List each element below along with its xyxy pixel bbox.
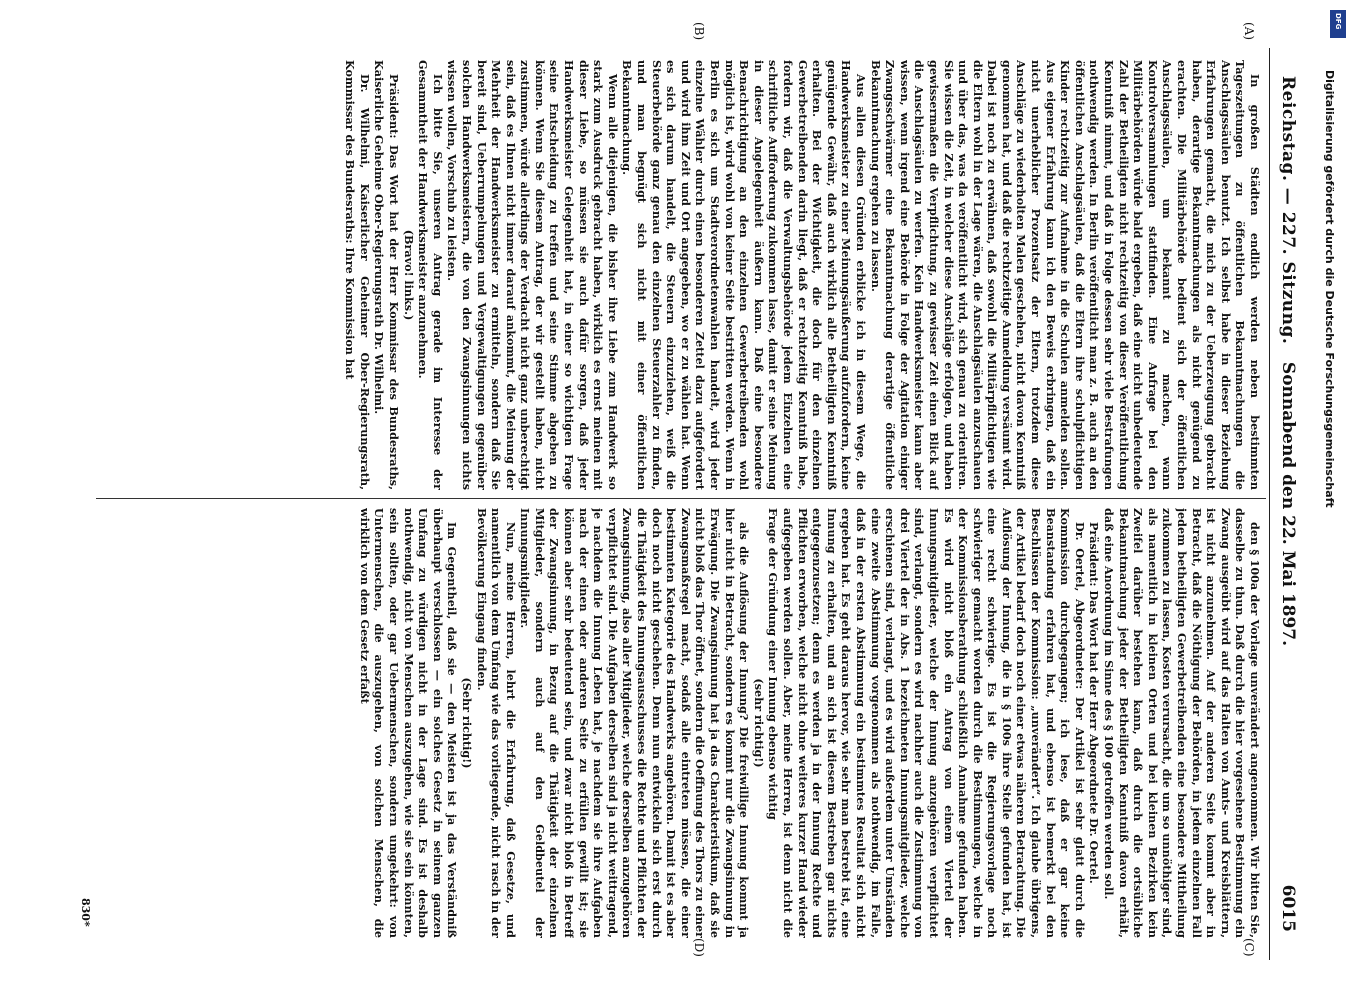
paragraph: Wenn alle diejenigen, die bisher ihre Liebe zum Handwerk so stark zum Ausdruck gebracht haben, wirklich es ernst meinen mit dieser Liebe, so müssen sie auch dafür sorgen, daß jeder Handwerksmeister Gelegenheit hat, in einer so wichtigen Frage seine Entscheidung zu treffen und seine Stimme abgeben zu können. Wenn Sie diesem Antrag, der wir gestellt haben, nicht zustimmen, würde allerdings der Verdacht nicht ganz unberechtigt sein, daß es Ihnen nicht immer darauf ankommt, die Meinung der Mehrheit der Handwerksmeister zu ermitteln, sondern daß Sie bereit sind, Ueberrumpelungen und Vergewaltigungen gegenüber solchen Handwerksmeistern, die von den Zwangsinnungen nichts wissen wollen, Vorschub zu leisten. (445, 60, 620, 490)
right-column (112, 508, 1262, 938)
page-header (1269, 48, 1306, 960)
document-page (50, 22, 1306, 960)
page-number: 6015 (1278, 884, 1298, 932)
paragraph: (Bravo! links.) (401, 229, 416, 321)
digitization-note-text: Digitalisierung gefördert durch die Deutsche Forschungsgemeinschaft (1323, 70, 1336, 508)
paragraph: Dr. Oertel, Abgeordneter: Der Artikel ist sehr glatt durch die Kommission durchgegangen; ich lese, daß er gar keine Beanstandung erfahren hat, und ebenso ist bemerkt bei den Beschlüssen der Kommission: „unverändert“. Ich glaube übrigens, der Artikel bedarf doch noch einer etwas näheren Betrachtung. Die Auflösung der Innung, die in § 100s ihre Stelle gefunden hat, ist eine recht schwierige. Es ist die Regierungsvorlage noch schwieriger gemacht worden durch die Bestimmungen, welche in der Kommissionsberathung schließlich Annahme gefunden haben. Es wird nicht bloß ein Antrag von einem Viertel der Innungsmitglieder, welche der Innung anzugehören verpflichtet sind, verlangt, sondern es wird nachher auch die Zustimmung von drei Viertel der in Abs. 1 bezeichneten Innungsmitglieder, welche erschienen sind, verlangt, und es wird außerdem unter Umständen eine zweite Abstimmung vorgenommen als nothwendig, im Falle, daß in der ersten Abstimmung ein bestimmtes Resultat sich nicht ergeben hat. Es geht daraus hervor, wie sehr man bestrebt ist, eine Innung zu erhalten, und an sich ist diesem Bestreben gar nichts entgegenzusetzen; denn es werden ja in der Innung Rechte und Pflichten erworben, welche nicht ohne weiteres kurzer Hand wieder aufgegeben werden sollen. Aber, meine Herren, ist denn nicht die Frage der Gründung einer Innung ebenso wichtig (766, 508, 1087, 938)
margin-marker-b: (B) (692, 22, 706, 41)
margin-marker-d: (D) (692, 938, 706, 957)
margin-marker-c: (C) (1242, 938, 1256, 957)
header-date: Sonnabend den 22. Mai 1897. (1278, 361, 1298, 647)
dfg-logo: DFG (1330, 10, 1346, 38)
paragraph: (Sehr richtig!) (459, 677, 474, 769)
paragraph: den § 100a der Vorlage unverändert angenommen. Wir bitten Sie, dasselbe zu thun. Daß durch die hier vorgesehene Bestimmung ein Zwang ausgeübt wird auf das Halten von Amts- und Kreisblättern, ist nicht anzunehmen. Auf der anderen Seite kommt aber in Betracht, daß die Nöthigung der Behörden, in jedem einzelnen Fall jedem betheiligten Gewerbetreibenden eine besondere Mittheilung zukommen zu lassen, Kosten verursacht, die um so unnöthiger sind, als namentlich in kleinen Orten und bei kleinen Bezirken kein Zweifel darüber bestehen kann, daß durch die ortsübliche Bekanntmachung jeder der Betheiligten Kenntniß davon erhält, daß eine Anordnung im Sinne des § 100 getroffen werden soll. (1102, 508, 1262, 938)
paragraph: Aus allen diesen Gründen erblicke ich in diesem Wege, die Handwerksmeister zu einer Meinungsäußerung aufzufordern, keine genügende Gewähr, daß auch wirklich alle Betheiligten Kenntniß erhalten. Bei der Wichtigkeit, die doch für den einzelnen Gewerbetreibenden darin liegt, daß er rechtzeitig Kenntniß habe, fordern wir, daß die Verwaltungsbehörde jedem Einzelnen eine schriftliche Aufforderung zukommen lasse, damit er seine Meinung in dieser Angelegenheit äußern kann. Daß eine besondere Benachrichtigung an den einzelnen Gewerbetreibenden wohl möglich ist, wird wohl von keiner Seite bestritten werden. Wenn in Berlin es sich um Stadtverordnetenwahlen handelt, wird jeder einzelne Wähler durch einen besonderen Zettel dazu aufgefordert und wird ihm Zeit und Ort angegeben, wo er zu wählen hat. Wenn es sich darum handelt, die Steuern einzuziehen, weiß die Steuerbehörde ganz genau den einzelnen Steuerzahler zu finden, und man begnügt sich nicht mit einer öffentlichen Bekanntmachung. (620, 60, 868, 490)
margin-marker-a: (A) (1242, 22, 1256, 41)
paragraph: Im Gegentheil, daß sie — den Meisten ist ja das Verständniß überhaupt verschlossen — ein solches Gesetz in seinem ganzen Umfang zu würdigen nicht in der Lage sind. Es ist deshalb nothwendig, nicht von Menschen auszugehen, wie sie sein könnten, sein sollten, oder gar Uebermenschen, sondern umgekehrt: von Untermenschen, die auszugehen, von solchen Menschen, die wirklich von dem Gesetz erfaßt (357, 508, 460, 938)
paragraph: Dr. Wilhelmi, Kaiserlicher Geheimer Ober-Regierungsrath, Kommissar des Bundesraths: Ihre Kommission hat (343, 60, 372, 490)
paragraph: In großen Städten endlich werden neben bestimmten Tageszeitungen zu öffentlichen Bekanntmachungen die Anschlagssäulen benutzt. Ich selbst habe in dieser Beziehung Erfahrungen gemacht, die mich zu der Ueberzeugung gebracht haben, derartige Bekanntmachungen als nicht genügend zu erachten. Die Militärbehörde bedient sich der öffentlichen Anschlagssäulen, um bekannt zu machen, wann Kontrolversammlungen stattfinden. Eine Anfrage bei den Militärbehörden würde bald ergeben, daß eine nicht unbedeutende Zahl der Betheiligten nicht rechtzeitig von dieser Veröffentlichung Kenntniß nimmt, und daß in Folge dessen sehr viele Bestrafungen nothwendig werden. In Berlin veröffentlicht man z. B. auch an den öffentlichen Anschlagsäulen, daß die Eltern ihre schulpflichtigen Kinder rechtzeitig zur Aufnahme in die Schulen anmelden sollen. Aus eigener Erfahrung kann ich den Beweis erbringen, daß ein nicht unerheblicher Prozentsatz der Eltern, trotzdem diese Anschläge zu wiederholten Malen geschehen, nicht davon Kenntniß genommen hat, und daß die rechtzeitige Anmeldung versäumt wird. Dabei ist noch zu erwähnen, daß sowohl die Militärpflichtigen wie die Eltern wohl in der Lage wären, die Anschlagsäulen anzuschauen und über das, was da veröffentlicht wird, sich genau zu orientiren. Sie wissen die Zeit, in welcher diese Anschläge erfolgen, und haben gewissermaßen die Verpflichtung, zu gewisser Zeit einen Blick auf die Anschlagsäulen zu werfen. Kein Handwerksmeister kann aber wissen, wenn irgend eine Behörde in Folge der Agitation einiger Zwangsschwärmer eine Bekanntmachung derartige öffentliche Bekanntmachung ergehen zu lassen. (868, 60, 1262, 490)
column-divider (96, 498, 1266, 499)
footer-number: 830* (79, 898, 92, 927)
paragraph: (sehr richtig!) (751, 678, 766, 768)
paragraph: als die Auflösung der Innung? Die freiwillige Innung kommt ja hier nicht in Betracht, sondern es kommt nur die Zwangsinnung in Erwägung. Die Zwangsinnung hat ja das Charakteristikum, daß sie nicht bloß das Thor öffnet, sondern die Oeffnung des Thors zu einer Zwangsmaßregel macht, sodaß alle eintreten müssen, die einer bestimmten Kategorie des Handwerks angehören. Damit ist es aber doch noch nicht geschehen. Denn nun entwickeln sich erst durch die Thätigkeit des Innungsausschusses die Rechte und Pflichten der Zwangsinnung, also aller Mitglieder, welche derselben anzugehören verpflichtet sind. Die Aufgaben derselben sind ja nicht weittragend, je nachdem die Innung Leben hat, je nachdem sie ihre Aufgaben nach der einen oder anderen Seite zu erfüllen gewillt ist; sie können aber sehr bedeutend sein, und zwar nicht bloß in Betreff der Zwangsinnung, in Bezug auf die Thätigkeit der einzelnen Mitglieder, sondern auch auf den Geldbeutel der Innungsmitglieder. (518, 508, 752, 938)
paragraph: Präsident: Das Wort hat der Herr Abgeordnete Dr. Oertel. (1087, 522, 1102, 884)
paragraph: Präsident: Das Wort hat der Herr Kommissar des Bundesraths, Kaiserliche Geheime Ober-Regierungsrath Dr. Wilhelmi. (372, 60, 401, 490)
header-session: Reichstag. — 227. Sitzung. (1278, 76, 1298, 345)
paragraph: Nun, meine Herren, lehrt die Erfahrung, daß Gesetze, und namentlich von dem Umfang wie das vorliegende, nicht rasch in der Bevölkerung Eingang finden. (474, 508, 518, 938)
left-column (112, 60, 1262, 490)
digitization-note (1318, 10, 1338, 990)
paragraph: Ich bitte Sie, unseren Antrag gerade im Interesse der Gesammtheit der Handwerksmeister anzunehmen. (416, 60, 445, 490)
